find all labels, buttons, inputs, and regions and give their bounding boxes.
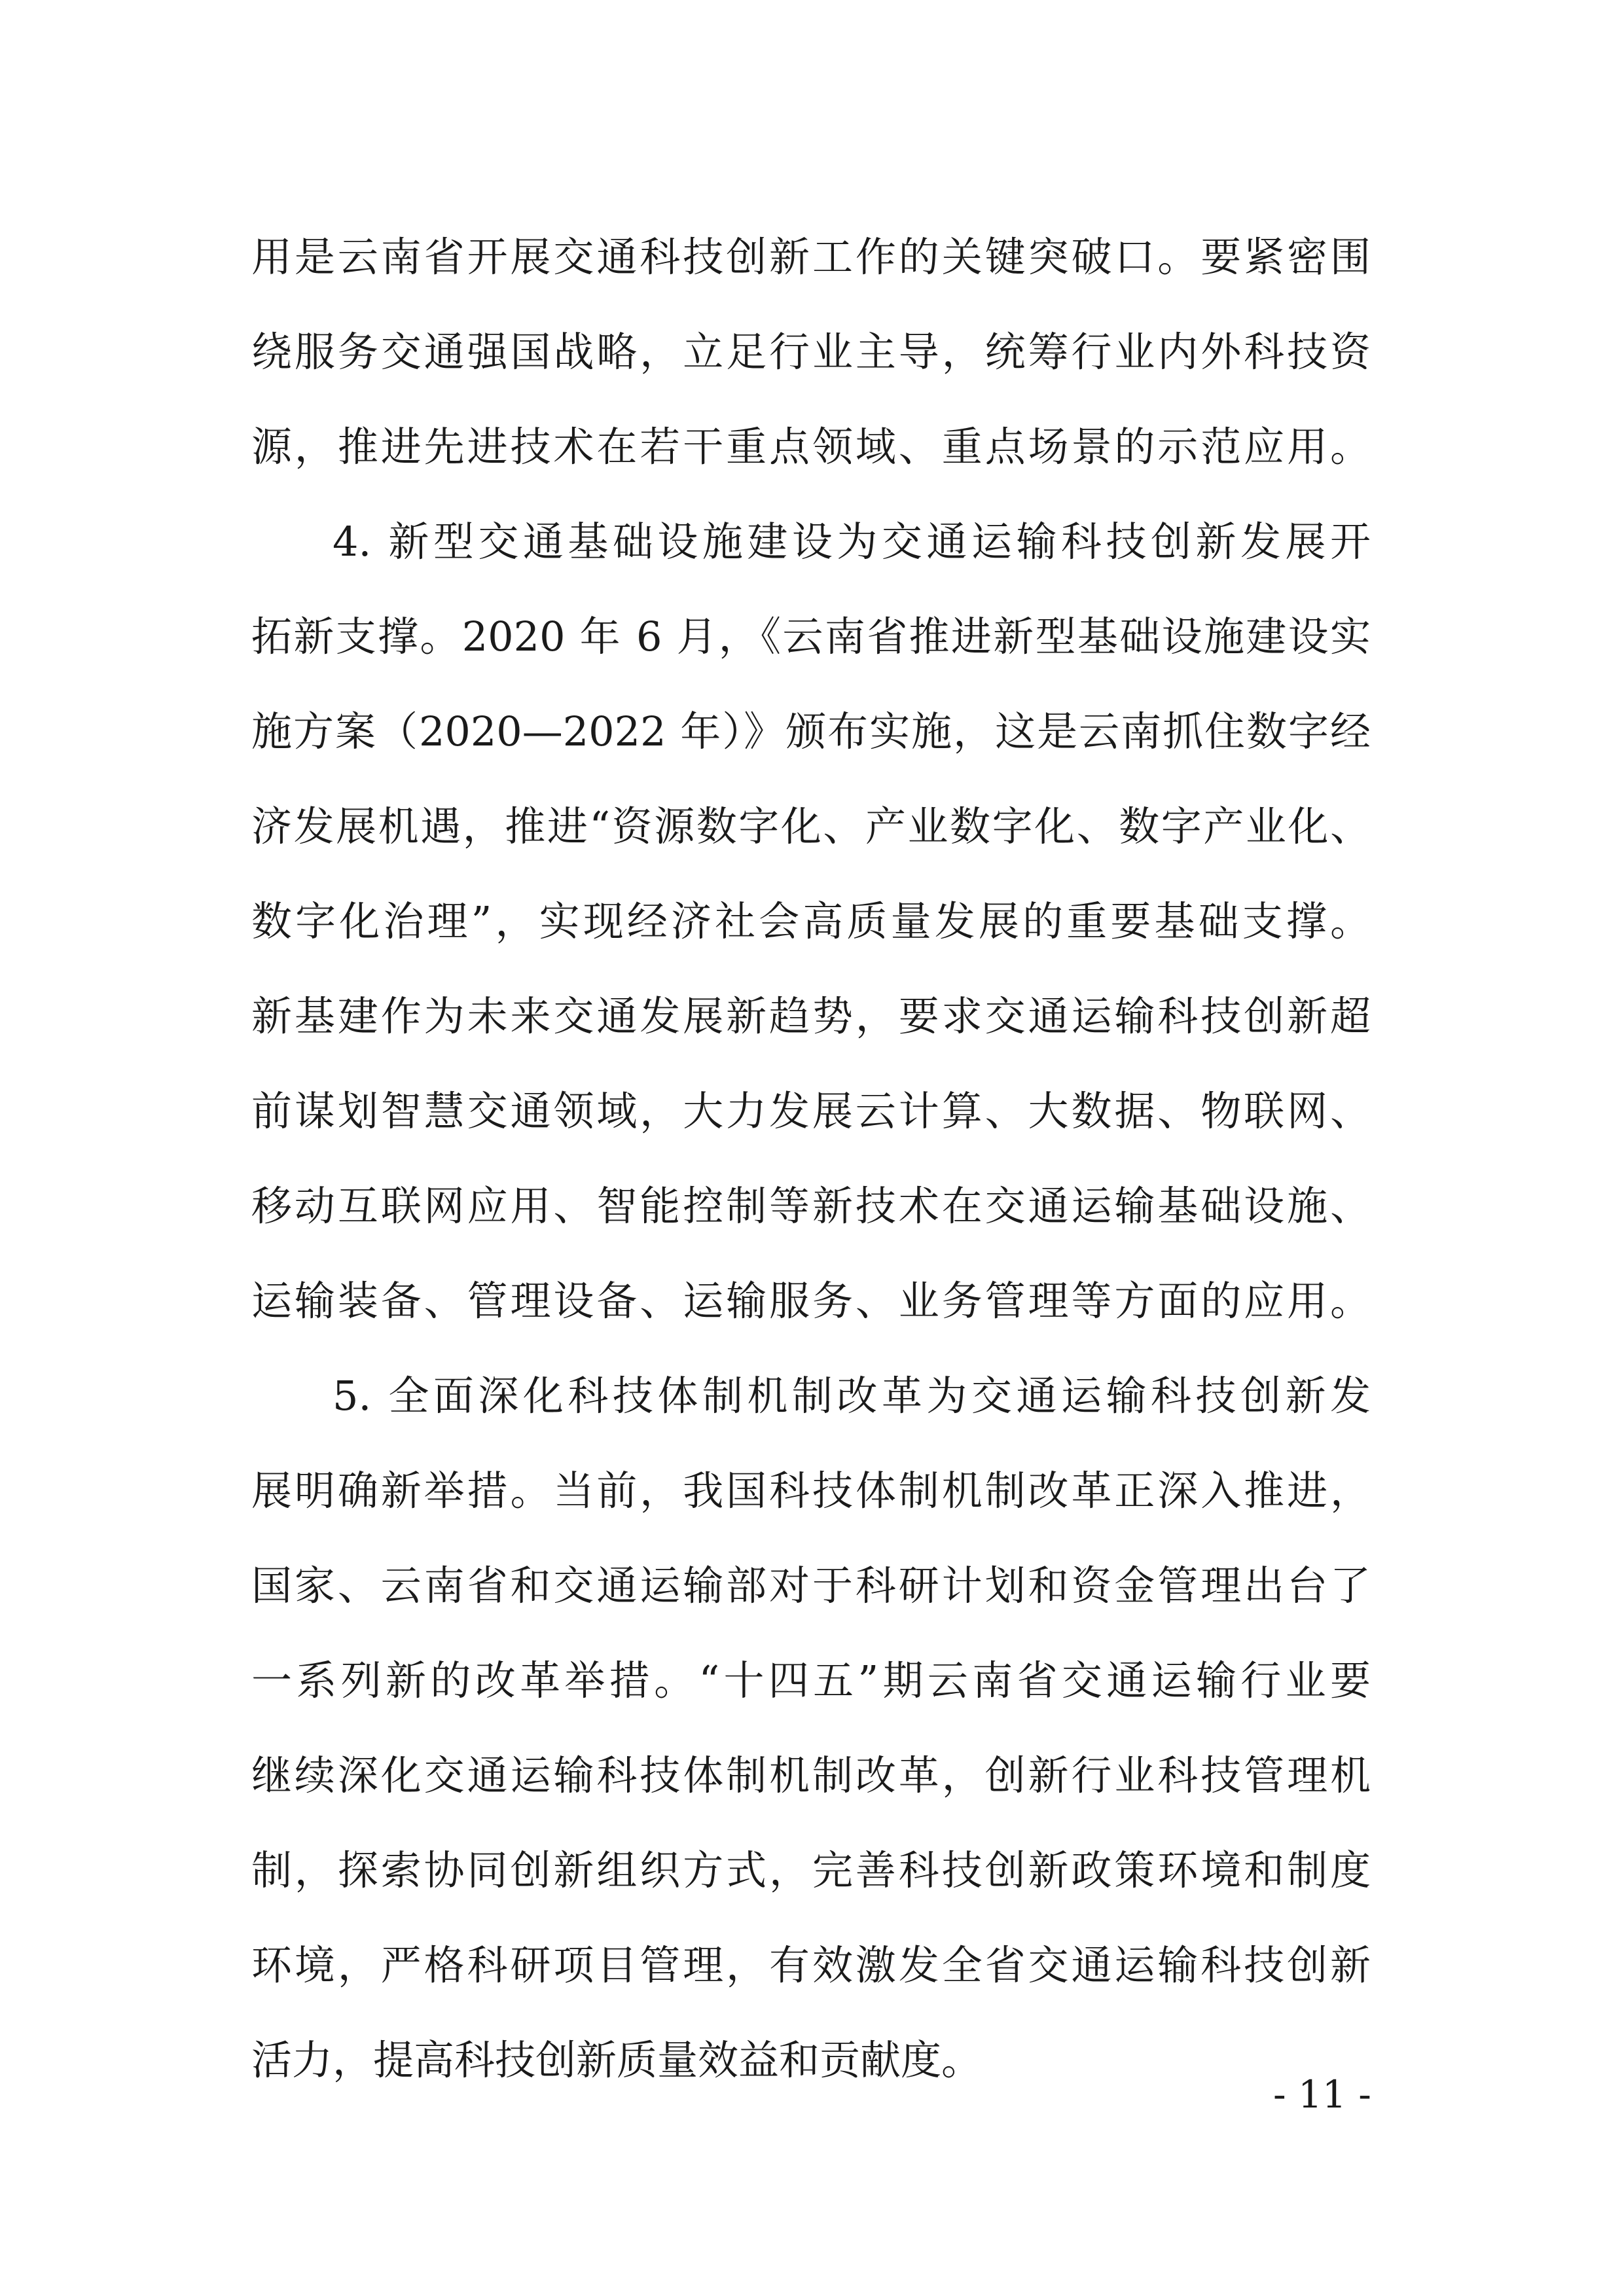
text-line: 一系列新的改革举措。“十四五”期云南省交通运输行业要 — [251, 1657, 1371, 1704]
text-line: 拓新支撑。2020 年 6 月，《云南省推进新型基础设施建设实 — [251, 613, 1371, 660]
text-line: 制，探索协同创新组织方式，完善科技创新政策环境和制度 — [251, 1846, 1371, 1894]
text-line: 新基建作为未来交通发展新趋势，要求交通运输科技创新超 — [251, 992, 1371, 1040]
page-number: - 11 - — [1273, 2072, 1371, 2117]
text-line: 运输装备、管理设备、运输服务、业务管理等方面的应用。 — [251, 1277, 1371, 1325]
text-line: 施方案（2020—2022 年）》颁布实施，这是云南抓住数字经 — [251, 708, 1371, 755]
paragraph-5-first-line: 5. 全面深化科技体制机制改革为交通运输科技创新发 — [333, 1372, 1371, 1420]
text-line: 展明确新举措。当前，我国科技体制机制改革正深入推进， — [251, 1467, 1371, 1515]
text-line: 数字化治理”，实现经济社会高质量发展的重要基础支撑。 — [251, 897, 1371, 945]
text-line: 源，推进先进技术在若干重点领域、重点场景的示范应用。 — [251, 423, 1371, 471]
document-body — [251, 209, 1371, 2108]
text-line: 国家、云南省和交通运输部对于科研计划和资金管理出台了 — [251, 1562, 1371, 1609]
text-line: 环境，严格科研项目管理，有效激发全省交通运输科技创新 — [251, 1941, 1371, 1989]
text-line: 济发展机遇，推进“资源数字化、产业数字化、数字产业化、 — [251, 802, 1371, 850]
text-line: 前谋划智慧交通领域，大力发展云计算、大数据、物联网、 — [251, 1087, 1371, 1135]
text-line: 活力，提高科技创新质量效益和贡献度。 — [251, 2036, 983, 2084]
text-line: 用是云南省开展交通科技创新工作的关键突破口。要紧密围 — [251, 233, 1371, 281]
text-line: 移动互联网应用、智能控制等新技术在交通运输基础设施、 — [251, 1182, 1371, 1230]
paragraph-4-first-line: 4. 新型交通基础设施建设为交通运输科技创新发展开 — [333, 518, 1371, 565]
text-line: 绕服务交通强国战略，立足行业主导，统筹行业内外科技资 — [251, 328, 1371, 376]
text-line: 继续深化交通运输科技体制机制改革，创新行业科技管理机 — [251, 1751, 1371, 1799]
